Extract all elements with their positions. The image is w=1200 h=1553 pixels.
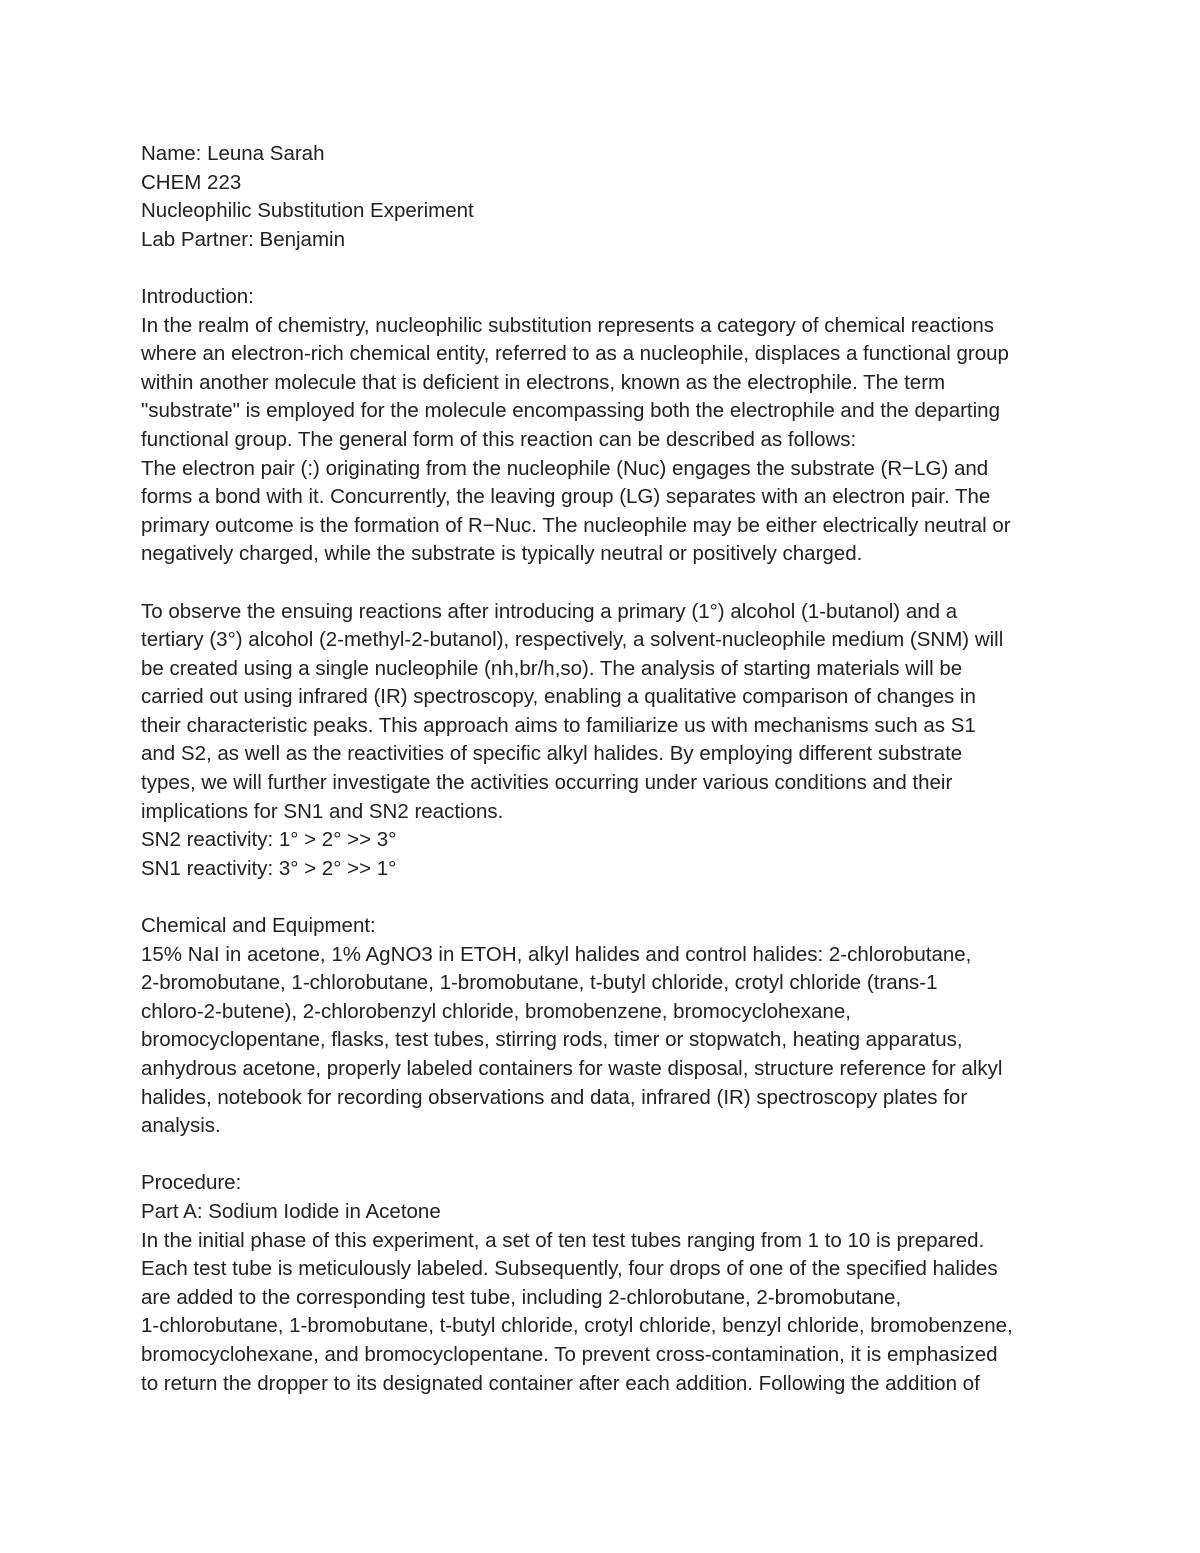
document-body xyxy=(141,140,1071,1398)
paragraph-line: In the realm of chemistry, nucleophilic substitution represents a category of chemical reactions xyxy=(141,313,995,337)
paragraph-line: 15% NaI in acetone, 1% AgNO3 in ETOH, alkyl halides and control halides: 2-chlorobutane, xyxy=(141,942,972,966)
paragraph-line: negatively charged, while the substrate is typically neutral or positively charged. xyxy=(141,542,863,566)
paragraph-line: are added to the corresponding test tube, including 2-chlorobutane, 2-bromobutane, xyxy=(141,1285,902,1309)
sn2-reactivity: SN2 reactivity: 1° > 2° >> 3° xyxy=(141,828,397,852)
paragraph-line: types, we will further investigate the activities occurring under various conditions and their xyxy=(141,771,953,795)
paragraph-line: tertiary (3°) alcohol (2-methyl-2-butanol), respectively, a solvent-nucleophile medium (SNM) will xyxy=(141,628,1004,652)
paragraph-line: bromocyclopentane, flasks, test tubes, stirring rods, timer or stopwatch, heating apparatus, xyxy=(141,1028,963,1052)
paragraph-line: within another molecule that is deficient in electrons, known as the electrophile. The term xyxy=(141,370,946,394)
paragraph-line: their characteristic peaks. This approach aims to familiarize us with mechanisms such as S1 xyxy=(141,713,976,737)
paragraph-line: where an electron-rich chemical entity, referred to as a nucleophile, displaces a functional group xyxy=(141,342,1009,366)
paragraph-line: to return the dropper to its designated container after each addition. Following the addition of xyxy=(141,1371,980,1395)
paragraph-line: carried out using infrared (IR) spectroscopy, enabling a qualitative comparison of changes in xyxy=(141,685,976,709)
paragraph-line: anhydrous acetone, properly labeled containers for waste disposal, structure reference for alkyl xyxy=(141,1057,1003,1080)
paragraph-line: Each test tube is meticulously labeled. Subsequently, four drops of one of the specified halides xyxy=(141,1257,998,1281)
introduction-paragraph-1 xyxy=(141,312,1071,455)
paragraph-line: 1-chlorobutane, 1-bromobutane, t-butyl chloride, crotyl chloride, benzyl chloride, bromobenzene, xyxy=(141,1314,1013,1338)
paragraph-line: implications for SN1 and SN2 reactions. xyxy=(141,799,504,823)
lab-partner: Lab Partner: Benjamin xyxy=(141,227,345,251)
spacer xyxy=(141,254,1071,283)
procedure-paragraph xyxy=(141,1227,1071,1399)
paragraph-line: "substrate" is employed for the molecule encompassing both the electrophile and the departing xyxy=(141,399,1000,423)
paragraph-line: 2-bromobutane, 1-chlorobutane, 1-bromobutane, t-butyl chloride, crotyl chloride (trans-1 xyxy=(141,971,938,995)
paragraph-line: and S2, as well as the reactivities of specific alkyl halides. By employing different substrate xyxy=(141,742,963,766)
chemicals-heading: Chemical and Equipment: xyxy=(141,914,376,938)
spacer xyxy=(141,883,1071,912)
paragraph-line: bromocyclohexane, and bromocyclopentane. To prevent cross-contamination, it is emphasized xyxy=(141,1342,998,1366)
student-name: Name: Leuna Sarah xyxy=(141,142,325,165)
paragraph-line: halides, notebook for recording observations and data, infrared (IR) spectroscopy plates for xyxy=(141,1085,968,1109)
introduction-heading: Introduction: xyxy=(141,284,254,308)
paragraph-line: To observe the ensuing reactions after introducing a primary (1°) alcohol (1-butanol) and a xyxy=(141,599,958,623)
paragraph-line: chloro-2-butene), 2-chlorobenzyl chloride, bromobenzene, bromocyclohexane, xyxy=(141,999,851,1023)
paragraph-line: The electron pair (:) originating from the nucleophile (Nuc) engages the substrate (R−LG) and xyxy=(141,456,989,480)
chemicals-list xyxy=(141,941,1071,1141)
course-code: CHEM 223 xyxy=(141,170,242,194)
spacer xyxy=(141,1141,1071,1170)
experiment-title: Nucleophilic Substitution Experiment xyxy=(141,199,474,223)
introduction-paragraph-2 xyxy=(141,455,1071,569)
paragraph-line: be created using a single nucleophile (nh,br/h,so). The analysis of starting materials will be xyxy=(141,656,963,680)
spacer xyxy=(141,569,1071,598)
paragraph-line: In the initial phase of this experiment, a set of ten test tubes ranging from 1 to 10 is prepared. xyxy=(141,1228,985,1252)
paragraph-line: forms a bond with it. Concurrently, the leaving group (LG) separates with an electron pair. The xyxy=(141,485,991,509)
sn1-reactivity: SN1 reactivity: 3° > 2° >> 1° xyxy=(141,856,397,880)
procedure-heading: Procedure: xyxy=(141,1171,242,1195)
paragraph-line: analysis. xyxy=(141,1114,221,1138)
paragraph-line: primary outcome is the formation of R−Nuc. The nucleophile may be either electrically neutral or xyxy=(141,513,1011,537)
part-a-title: Part A: Sodium Iodide in Acetone xyxy=(141,1199,441,1223)
paragraph-line: functional group. The general form of this reaction can be described as follows: xyxy=(141,427,857,451)
introduction-paragraph-3 xyxy=(141,598,1071,827)
